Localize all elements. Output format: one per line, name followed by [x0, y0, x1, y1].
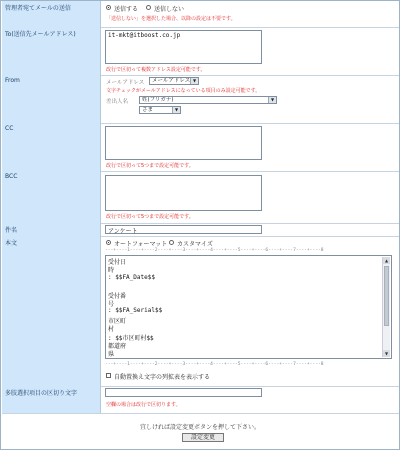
body-line: 市区町: [108, 317, 127, 325]
bcc-value-cell: [101, 171, 399, 223]
submit-button[interactable]: 設定変更: [182, 433, 224, 442]
customize-radio[interactable]: [169, 240, 174, 245]
cc-value-cell: [101, 123, 399, 171]
send-radio[interactable]: [106, 5, 111, 10]
from-mail-select-value: メールアドレス: [152, 78, 191, 84]
delimiter-note: 空欄の場合は改行で区切ります。: [106, 402, 181, 408]
admin-mail-row: [2, 1, 399, 28]
footer-hint: 宜しければ設定変更ボタンを押して下さい。: [139, 424, 260, 431]
subject-label: 件名: [5, 227, 18, 234]
chevron-down-icon: ▼: [268, 97, 276, 103]
from-name-label: 差出人名: [106, 99, 129, 105]
admin-mail-note: 「送信しない」を選択した場合、以降の設定は不要です。: [106, 16, 236, 22]
bcc-row: [2, 171, 399, 224]
honorific-select-value: さま: [142, 107, 154, 113]
body-line: 号: [108, 301, 115, 308]
cc-note: 改行で区切って5つまで設定可能です。: [106, 163, 194, 169]
subject-value-cell: [101, 223, 399, 236]
to-note: 改行で区切って複数アドレス設定可能です。: [106, 67, 206, 73]
subject-input-text: アンケート: [108, 228, 138, 235]
body-line: 都道府: [108, 343, 127, 350]
body-ruler-top: ---+----1----+----2----+----3----+----4----+----5----+----6----+----7----+----8: [105, 248, 324, 253]
bcc-textarea[interactable]: [105, 175, 262, 211]
chevron-down-icon: ▼: [172, 107, 180, 113]
honorific-select[interactable]: [139, 106, 181, 114]
to-row: [2, 27, 399, 76]
cc-label-cell: [2, 123, 101, 171]
show-replace-label[interactable]: 自動置換え文字の列拡表を表示する: [114, 374, 211, 381]
nosend-radio[interactable]: [146, 5, 151, 10]
body-line: : $$FA_Serial$$: [108, 307, 163, 315]
from-label: From: [5, 77, 20, 84]
scroll-thumb[interactable]: [384, 266, 389, 326]
body-line: 時: [108, 267, 115, 275]
cc-label: CC: [5, 125, 14, 132]
from-row: [2, 75, 399, 124]
body-line: : $$FA_Date$$: [108, 273, 155, 281]
admin-mail-label: 管理者宛てメールの送信: [5, 5, 71, 12]
to-value-cell: [101, 27, 399, 75]
cc-row: [2, 123, 399, 172]
from-mail-note: 文字チェックがメールアドレスになっている項目のみ設定可能です。: [106, 88, 261, 94]
body-line: : $$市区町村$$: [108, 334, 154, 342]
body-row: [2, 236, 399, 387]
from-name-select-value: 姓(フリガナ): [142, 97, 174, 103]
subject-input[interactable]: [105, 225, 262, 234]
auto-format-label[interactable]: オートフォーマット: [114, 241, 168, 248]
auto-format-radio[interactable]: [106, 240, 111, 245]
bcc-note: 改行で区切って5つまで設定可能です。: [106, 214, 194, 220]
body-value-cell: [101, 236, 399, 386]
bcc-label: BCC: [5, 173, 18, 180]
from-value-cell: [101, 75, 399, 123]
delimiter-input[interactable]: [105, 388, 262, 397]
to-label-cell: [2, 27, 101, 75]
from-mail-select[interactable]: [149, 77, 199, 85]
body-textarea[interactable]: [105, 255, 392, 359]
chevron-down-icon: ▼: [190, 78, 198, 84]
from-label-cell: [2, 75, 101, 123]
delimiter-label: 多肢選択項目の区切り文字: [5, 390, 78, 397]
body-line: 村: [108, 326, 115, 334]
send-radio-label[interactable]: 送信する: [114, 6, 139, 13]
body-label-cell: [2, 236, 101, 386]
cc-textarea[interactable]: [105, 126, 262, 160]
body-line: 受付日: [108, 259, 127, 266]
customize-label[interactable]: カスタマイズ: [177, 241, 213, 248]
subject-row: [2, 223, 399, 237]
body-label: 本文: [5, 240, 18, 247]
admin-mail-value-cell: [101, 1, 399, 27]
body-line: 受付番: [108, 292, 127, 300]
to-label: To(送信先メールアドレス): [5, 31, 76, 38]
show-replace-checkbox[interactable]: [106, 373, 111, 378]
nosend-radio-label[interactable]: 送信しない: [154, 6, 185, 13]
body-scrollbar[interactable]: [382, 257, 390, 357]
delimiter-label-cell: [2, 386, 101, 413]
delimiter-row: [2, 386, 399, 414]
from-name-select[interactable]: [139, 96, 277, 104]
subject-label-cell: [2, 223, 101, 236]
to-textarea-text: it-mkt@itboost.co.jp: [108, 32, 181, 39]
to-textarea[interactable]: [105, 30, 262, 64]
body-ruler-bottom: ---+----1----+----2----+----3----+----4----+----5----+----6----+----7----+----8: [105, 362, 324, 367]
delimiter-value-cell: [101, 386, 399, 413]
from-mail-label: メールアドレス: [106, 80, 145, 86]
scroll-up-icon[interactable]: ▲: [384, 258, 389, 263]
admin-mail-label-cell: [2, 1, 101, 27]
bcc-label-cell: [2, 171, 101, 223]
scroll-down-icon[interactable]: ▼: [384, 351, 389, 356]
body-line: 県: [108, 351, 115, 359]
form-footer: [2, 414, 398, 448]
